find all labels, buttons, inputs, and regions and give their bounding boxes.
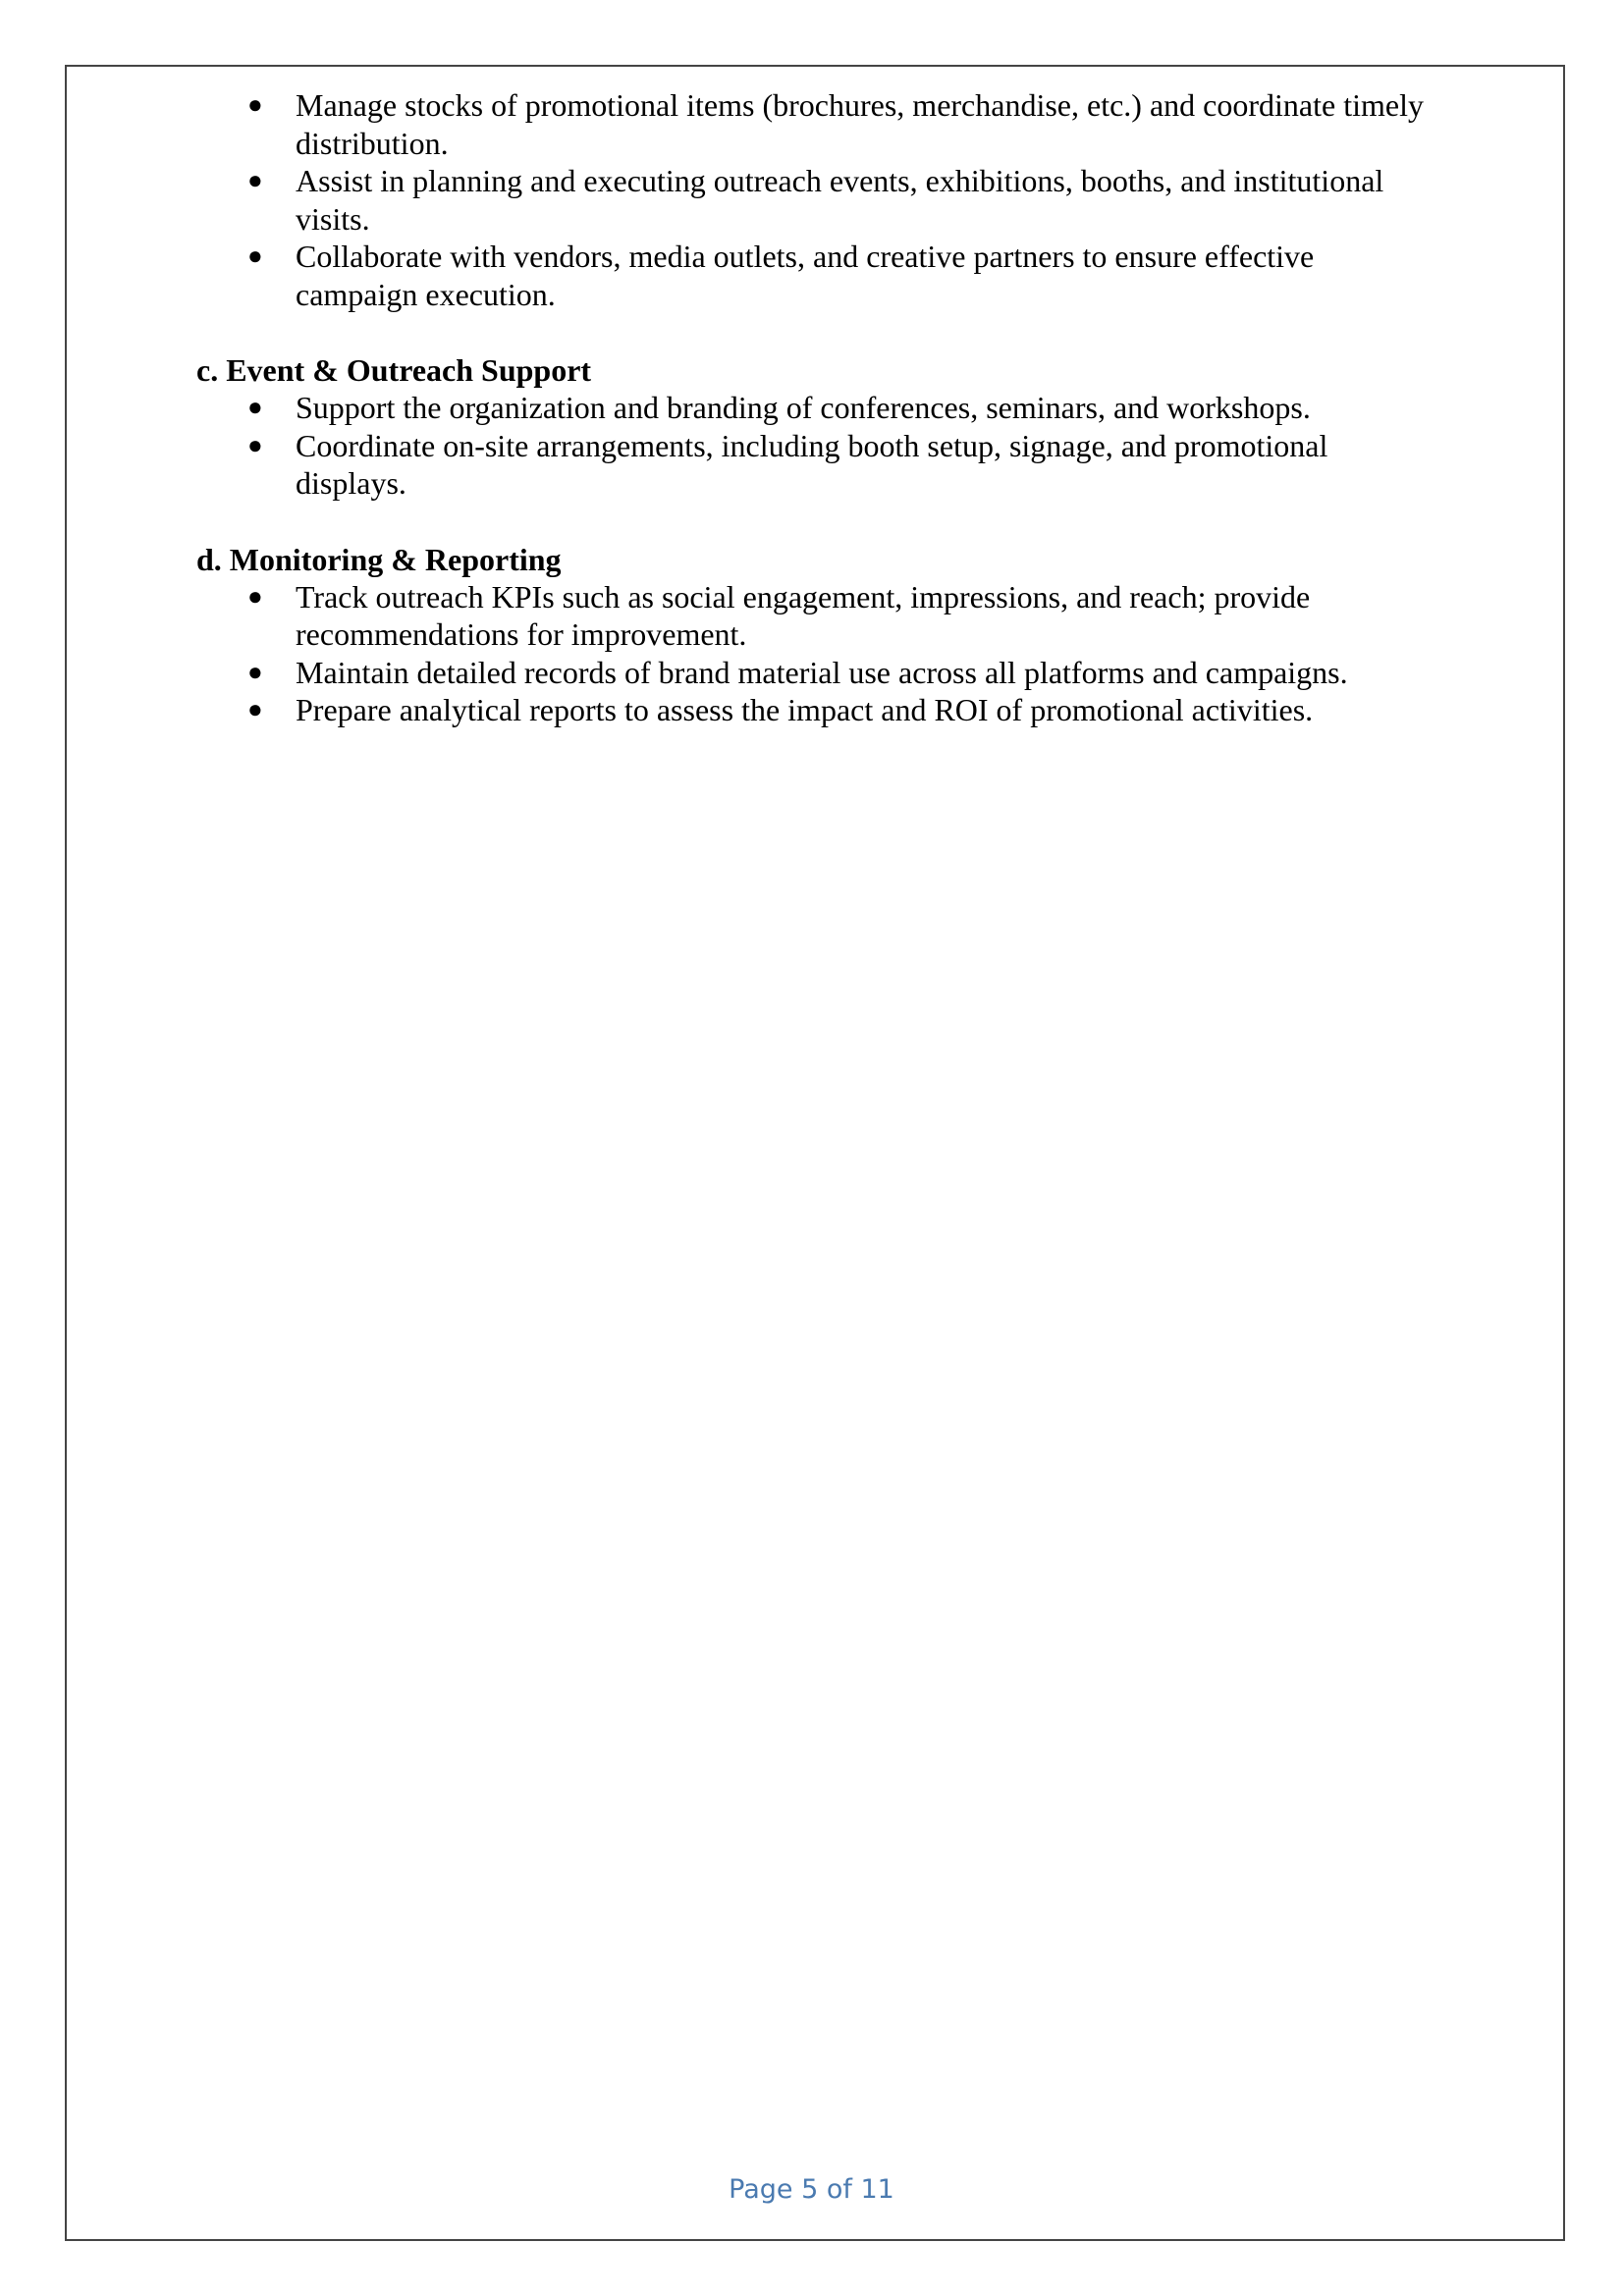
bullet-icon: ● xyxy=(247,581,263,611)
bullet-icon: ● xyxy=(247,695,263,723)
list-item-text: Manage stocks of promotional items (brochures, merchandise, etc.) and coordinate timely distribution. xyxy=(296,87,1424,161)
bullet-icon: ● xyxy=(247,90,263,119)
list-item-text: Collaborate with vendors, media outlets, and creative partners to ensure effective campaign execution. xyxy=(296,239,1315,312)
bullet-list xyxy=(196,578,1434,729)
bullet-list xyxy=(196,86,1434,313)
list-item xyxy=(196,654,1434,692)
bullet-list xyxy=(196,389,1434,503)
bullet-icon: ● xyxy=(247,657,263,686)
list-item xyxy=(196,389,1434,427)
list-item-text: Track outreach KPIs such as social engagement, impressions, and reach; provide recommendations for improvement. xyxy=(296,578,1311,652)
spacer xyxy=(196,313,1434,351)
section-event-outreach xyxy=(196,351,1434,503)
page-number: Page 5 of 11 xyxy=(729,2174,894,2205)
list-item xyxy=(196,162,1434,238)
section-monitoring-reporting xyxy=(196,541,1434,729)
document-body xyxy=(196,86,1434,729)
list-item-text: Support the organization and branding of conferences, seminars, and workshops. xyxy=(296,390,1311,425)
list-item xyxy=(196,578,1434,654)
section-heading: d. Monitoring & Reporting xyxy=(196,541,562,577)
list-item-text: Maintain detailed records of brand material use across all platforms and campaigns. xyxy=(296,654,1348,690)
bullet-icon: ● xyxy=(247,393,263,421)
continued-bullet-list xyxy=(196,86,1434,313)
section-heading: c. Event & Outreach Support xyxy=(196,352,592,388)
spacer xyxy=(196,503,1434,541)
list-item xyxy=(196,691,1434,729)
list-item xyxy=(196,238,1434,313)
list-item-text: Assist in planning and executing outreach events, exhibitions, booths, and institutional visits. xyxy=(296,163,1384,237)
list-item xyxy=(196,86,1434,162)
bullet-icon: ● xyxy=(247,166,263,194)
bullet-icon: ● xyxy=(247,241,263,270)
list-item xyxy=(196,427,1434,503)
list-item-text: Coordinate on-site arrangements, including booth setup, signage, and promotional displays. xyxy=(296,427,1328,501)
list-item-text: Prepare analytical reports to assess the impact and ROI of promotional activities. xyxy=(296,692,1314,727)
bullet-icon: ● xyxy=(247,430,263,459)
